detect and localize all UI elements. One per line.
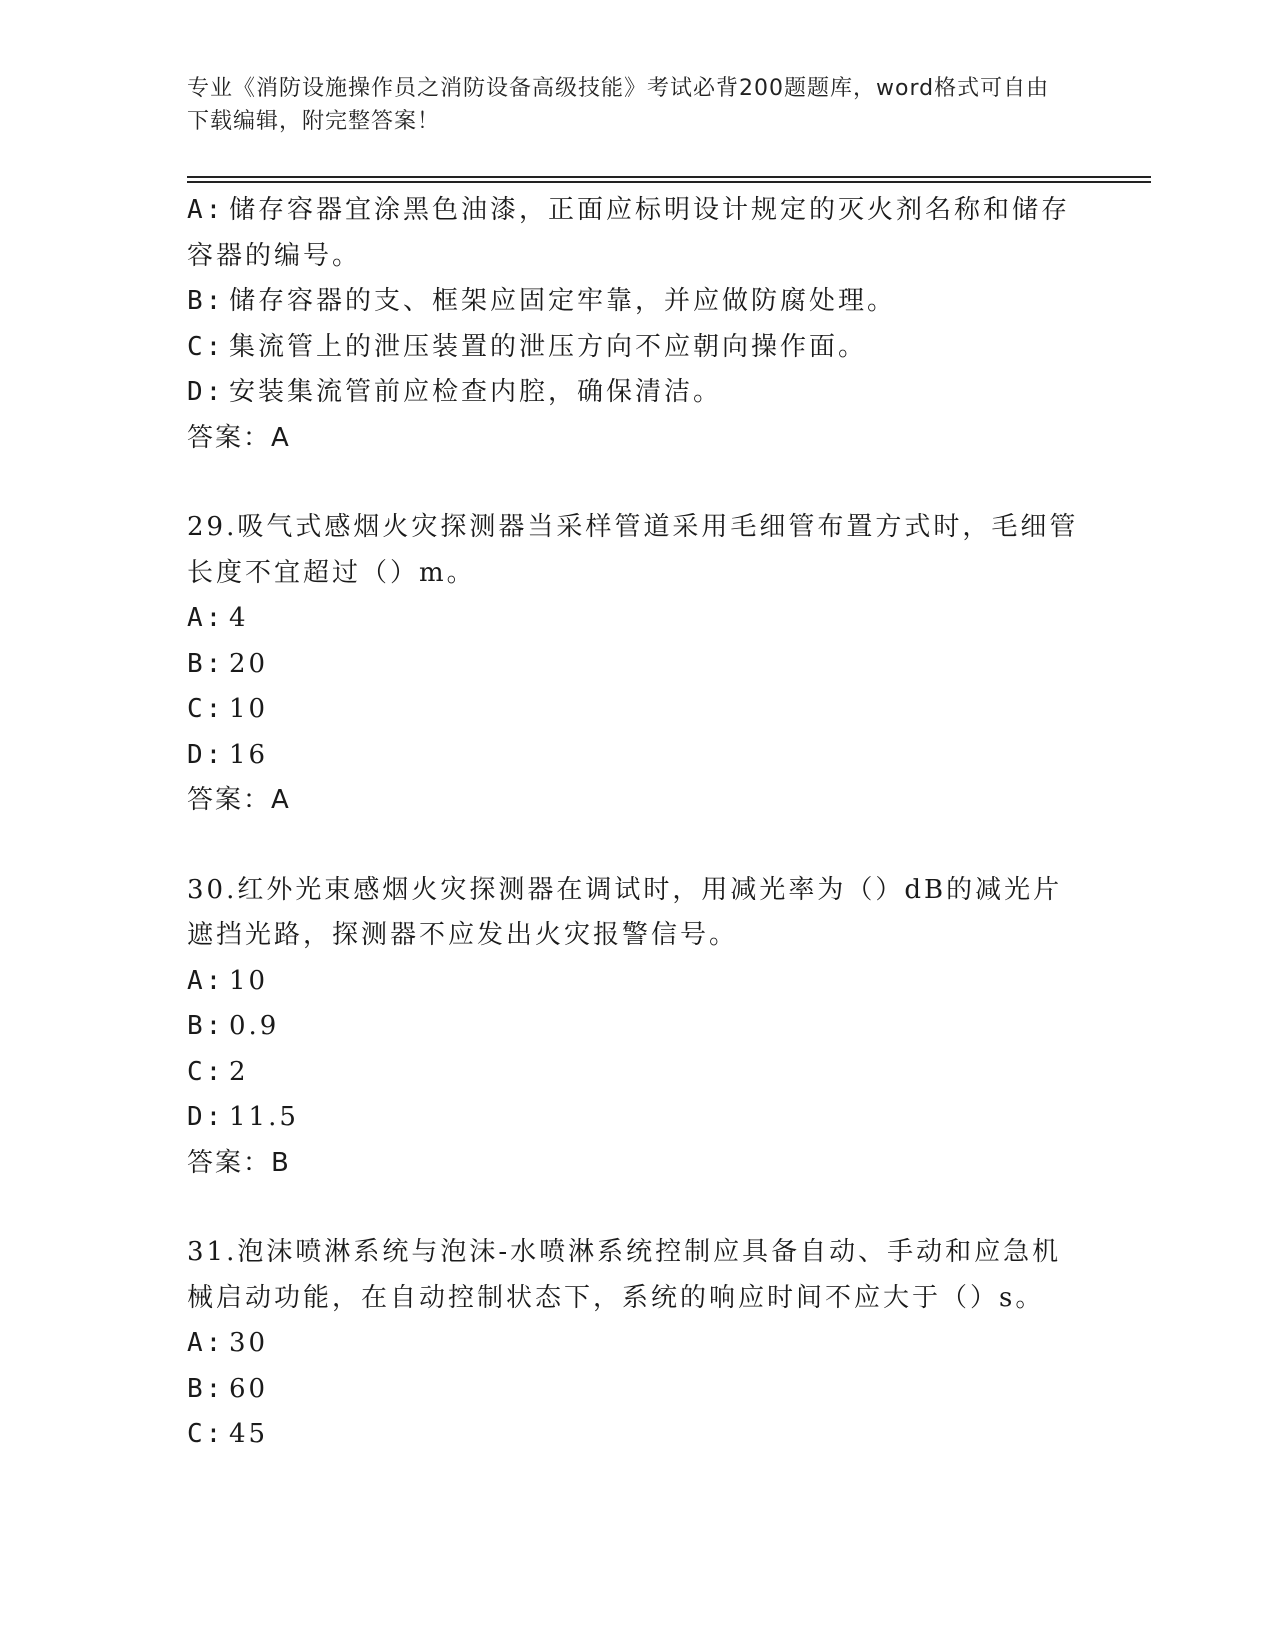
option-label: A: <box>187 1328 225 1358</box>
option-label: C: <box>187 694 225 724</box>
answer-line: 答案：A <box>187 422 291 453</box>
option-label: D: <box>187 1102 225 1132</box>
option-text: 4 <box>229 603 249 633</box>
question-item <box>187 505 1087 824</box>
question-stem: 31.泡沫喷淋系统与泡沫-水喷淋系统控制应具备自动、手动和应急机械启动功能，在自动控制状态下，系统的响应时间不应大于（）s。 <box>187 1237 1062 1313</box>
option-c <box>187 1050 1087 1096</box>
option-text: 11.5 <box>229 1102 299 1132</box>
option-label: B: <box>187 648 225 679</box>
question-list <box>187 188 1087 1502</box>
option-text: 储存容器宜涂黑色油漆，正面应标明设计规定的灭火剂名称和储存容器的编号。 <box>187 195 1071 271</box>
option-label: B: <box>187 1373 225 1404</box>
option-text: 45 <box>229 1419 269 1449</box>
option-b <box>187 1367 1087 1413</box>
option-b <box>187 1004 1087 1050</box>
option-text: 0.9 <box>229 1011 280 1041</box>
option-text: 20 <box>229 648 269 679</box>
option-text: 2 <box>229 1056 249 1087</box>
option-b <box>187 642 1087 688</box>
option-a <box>187 1321 1087 1367</box>
answer-line: 答案：A <box>187 785 291 815</box>
option-label: D: <box>187 377 225 407</box>
option-a <box>187 596 1087 642</box>
question-stem: 29.吸气式感烟火灾探测器当采样管道采用毛细管布置方式时，毛细管长度不宜超过（）m。 <box>187 512 1079 588</box>
option-label: D: <box>187 739 225 770</box>
option-text: 10 <box>229 694 269 724</box>
option-c <box>187 1412 1087 1458</box>
option-label: C: <box>187 331 225 362</box>
option-a <box>187 959 1087 1005</box>
option-text: 安装集流管前应检查内腔，确保清洁。 <box>229 377 723 407</box>
header-divider <box>187 176 1151 184</box>
option-c <box>187 687 1087 733</box>
option-d <box>187 370 1087 416</box>
option-d <box>187 1095 1087 1141</box>
option-a <box>187 188 1087 279</box>
question-item <box>187 188 1087 461</box>
option-text: 60 <box>229 1373 269 1404</box>
answer-line: 答案：B <box>187 1147 291 1178</box>
option-label: A: <box>187 965 225 996</box>
option-label: A: <box>187 195 225 225</box>
question-item <box>187 1230 1087 1458</box>
question-stem: 30.红外光束感烟火灾探测器在调试时，用减光率为（）dB的减光片遮挡光路，探测器不应发出火灾报警信号。 <box>187 874 1063 950</box>
option-label: C: <box>187 1419 225 1449</box>
option-label: B: <box>187 286 225 316</box>
option-text: 储存容器的支、框架应固定牢靠，并应做防腐处理。 <box>229 286 897 316</box>
option-d <box>187 733 1087 779</box>
option-label: C: <box>187 1056 225 1087</box>
option-text: 16 <box>229 739 269 770</box>
option-text: 10 <box>229 965 269 996</box>
option-label: B: <box>187 1011 225 1041</box>
option-b <box>187 279 1087 325</box>
option-label: A: <box>187 603 225 633</box>
question-item <box>187 868 1087 1187</box>
document-header: 专业《消防设施操作员之消防设备高级技能》考试必背200题题库，word格式可自由下载编辑，附完整答案！ <box>187 76 1050 134</box>
option-c <box>187 325 1087 371</box>
option-text: 集流管上的泄压装置的泄压方向不应朝向操作面。 <box>229 331 868 362</box>
option-text: 30 <box>229 1328 269 1358</box>
